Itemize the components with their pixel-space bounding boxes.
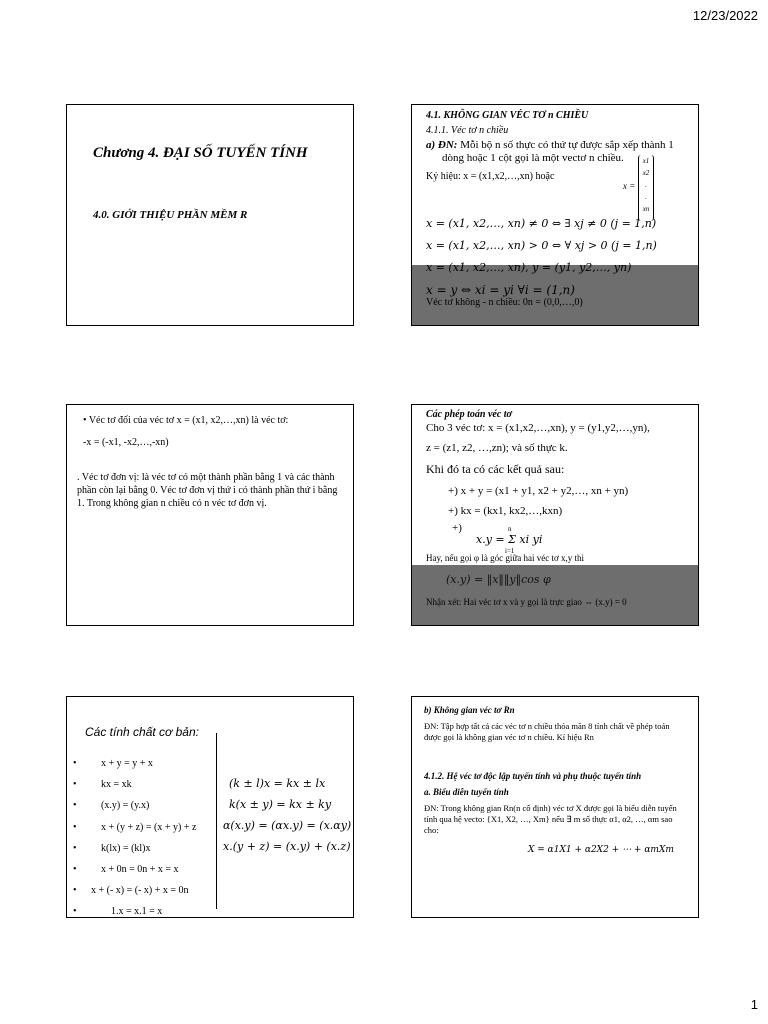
property-item: • x + (y + z) = (x + y) + z	[73, 821, 197, 833]
property-item: • 1.x = x.1 = x	[73, 906, 163, 918]
independence-heading: 4.1.2. Hệ véc tơ độc lập tuyến tính và phụ thuộc tuyến tính	[424, 771, 642, 781]
subsection-heading: 4.1.1. Véc tơ n chiều	[426, 125, 509, 136]
operation-dot-prefix: +)	[452, 522, 462, 534]
properties-list	[73, 753, 196, 918]
operation-scalar: +) kx = (kx1, kx2,…,kxn)	[448, 505, 563, 517]
column-vector	[638, 155, 654, 221]
col-entry: .	[645, 181, 647, 189]
properties-heading: Các tính chất cơ bản:	[85, 725, 199, 739]
linear-combination-heading: a. Biểu diễn tuyến tính	[424, 787, 509, 797]
angle-text: Hay, nếu gọi φ là góc giữa hai véc tơ x,y thì	[426, 553, 584, 563]
property-item: • x + y = y + x	[73, 758, 153, 769]
definition-text: Mỗi bộ n số thực có thứ tự được sắp xếp thành 1	[460, 139, 674, 151]
col-entry: x2	[642, 169, 650, 177]
operations-line-3: Khi đó ta có các kết quả sau:	[426, 462, 565, 476]
property-item: • (x.y) = (y.x)	[73, 800, 150, 812]
operations-line-2: z = (z1, z2, …,zn); và số thực k.	[426, 442, 568, 454]
chapter-title: Chương 4. ĐẠI SỐ TUYẾN TÍNH	[93, 145, 308, 161]
operations-heading: Các phép toán véc tơ	[426, 409, 512, 420]
col-entry: .	[645, 193, 647, 201]
equation-nonzero: x = (x1, x2,…, xn) ≠ 0 ⇔ ∃ xj ≠ 0 (j = 1,n)	[426, 217, 657, 230]
notation: Ký hiệu: x = (x1,x2,…,xn) hoặc	[426, 171, 555, 182]
equation-vectors: x = (x1, x2,…, xn), y = (y1, y2,…, yn)	[426, 261, 632, 274]
equation-equality: x = y ⇔ xi = yi ∀i = (1,n)	[426, 283, 575, 297]
col-entry: xn	[642, 205, 650, 213]
property-item: • x + 0n = 0n + x = x	[73, 864, 179, 876]
unit-vector-paragraph: . Véc tơ đơn vị: là véc tơ có một thành phần bằng 1 và các thành phần còn lại bằng 0. Véc tơ đơn vị thứ i có thành phần thứ i bằng 1. Trong không gian n chiều có n véc tơ đơn vị.	[77, 472, 338, 509]
bullet-opposite: • Véc tơ đối của véc tơ x = (x1, x2,…,xn) là véc tơ:	[83, 415, 289, 426]
col-entry: x1	[642, 157, 650, 165]
slide-1	[66, 104, 354, 326]
zero-vector: Véc tơ không - n chiều: 0n = (0,0,…,0)	[426, 297, 583, 308]
linear-combination-formula: X = α1X1 + α2X2 + ⋯ + αmXm	[528, 845, 674, 855]
property-right-item: (k ± l)x = kx ± lx	[229, 777, 326, 790]
section-heading: 4.1. KHÔNG GIAN VÉC TƠ n CHIỀU	[426, 110, 589, 121]
slide-6	[411, 696, 699, 918]
operations-line-1: Cho 3 véc tơ: x = (x1,x2,…,xn), y = (y1,y2,…,yn),	[426, 422, 650, 434]
definition-label: a) ĐN:	[426, 139, 458, 151]
definition-text-2: dòng hoặc 1 cột gọi là một vectơ n chiều.	[442, 152, 624, 164]
property-right-item: k(x ± y) = kx ± ky	[229, 798, 332, 811]
divider	[216, 733, 217, 909]
equation-positive: x = (x1, x2,…, xn) > 0 ⇔ ∀ xj > 0 (j = 1,n)	[426, 239, 657, 252]
print-date: 12/23/2022	[692, 8, 758, 23]
slide-3	[66, 404, 354, 626]
operation-add: +) x + y = (x1 + y1, x2 + y2,…, xn + yn)	[448, 485, 629, 497]
operation-dot: x.y = Σ xi yi	[476, 533, 543, 546]
properties-right	[223, 773, 351, 857]
sum-lower: i=1	[505, 547, 515, 555]
property-item: • k(lx) = (kl)x	[73, 842, 151, 854]
property-item: • kx = xk	[73, 779, 132, 791]
orthogonal-remark: Nhận xét: Hai véc tơ x và y gọi là trực giao ⇔ (x.y) = 0	[426, 597, 627, 607]
space-definition: ĐN: Tập hợp tất cả các véc tơ n chiều thỏa mãn 8 tính chất về phép toán được gọi là không gian véc tơ n chiều. Kí hiệu Rn	[424, 721, 670, 742]
property-right-item: x.(y + z) = (x.y) + (x.z)	[223, 840, 351, 853]
negative-vector: -x = (-x1, -x2,…,-xn)	[83, 437, 169, 448]
slide-4	[411, 404, 699, 626]
column-vector-label: x =	[623, 181, 636, 191]
linear-combination-definition: ĐN: Trong không gian Rn(n cố định) véc tơ X được gọi là biểu diễn tuyến tính qua hệ vecto: {X1, X2, …, Xm} nếu ∃ m số thực α1, α2, …, αm sao cho:	[424, 803, 677, 835]
property-right-item: α(x.y) = (αx.y) = (x.αy)	[223, 819, 352, 832]
slide-5	[66, 696, 354, 918]
property-item: • x + (- x) = (- x) + x = 0n	[73, 885, 189, 897]
slide-2	[411, 104, 699, 326]
section-title: 4.0. GIỚI THIỆU PHẦN MỀM R	[93, 209, 248, 221]
cosine-formula: (x.y) = ‖x‖‖y‖cos φ	[446, 573, 551, 586]
opposite-vector-text: Véc tơ đối của véc tơ x = (x1, x2,…,xn) là véc tơ:	[88, 415, 289, 426]
page-number: 1	[750, 997, 758, 1012]
space-heading: b) Không gian véc tơ Rn	[424, 705, 515, 715]
sum-upper: n	[508, 525, 512, 533]
